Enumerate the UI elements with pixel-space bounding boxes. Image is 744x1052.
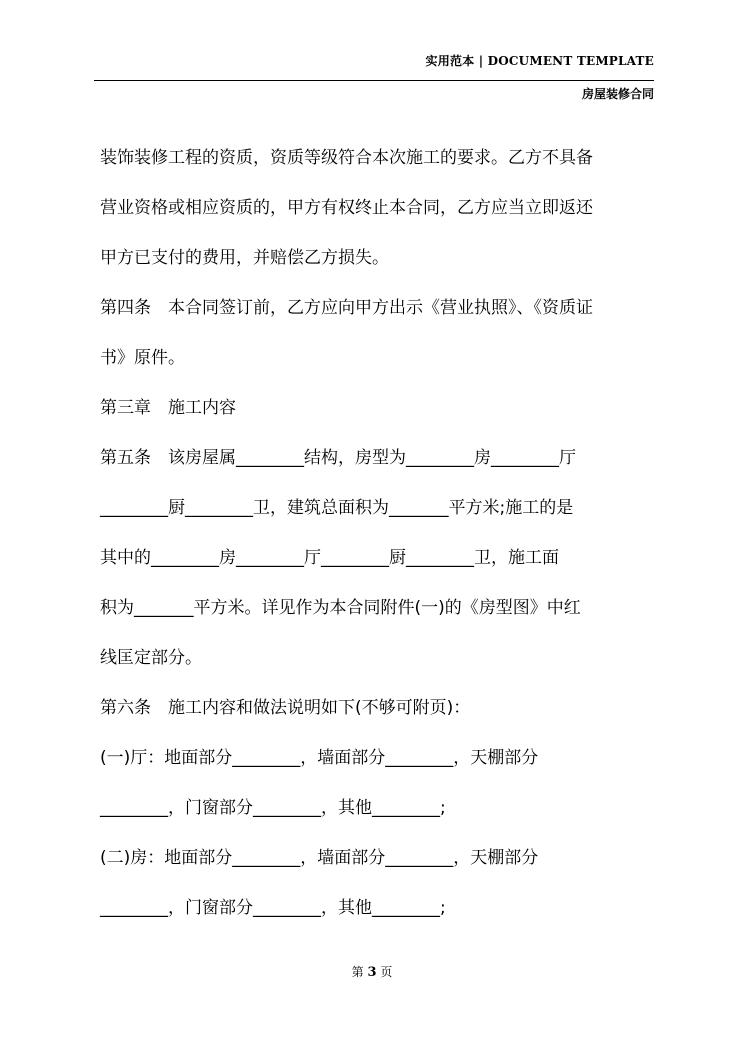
chapter-heading: 第三章 施工内容 — [100, 398, 236, 418]
body-line: 装饰装修工程的资质，资质等级符合本次施工的要求。乙方不具备 — [100, 148, 593, 168]
contract-body — [100, 133, 660, 933]
body-line: 第四条 本合同签订前，乙方应向甲方出示《营业执照》、《资质证 — [100, 298, 593, 318]
body-line: 甲方已支付的费用，并赔偿乙方损失。 — [100, 248, 389, 268]
page-footer — [0, 964, 744, 981]
body-line: ________，门窗部分________，其他________; — [100, 898, 446, 918]
body-line: 线匡定部分。 — [100, 648, 202, 668]
body-line: (二)房：地面部分________，墙面部分________，天棚部分 — [100, 848, 539, 868]
body-line: 营业资格或相应资质的，甲方有权终止本合同，乙方应当立即返还 — [100, 198, 593, 218]
body-line: ________，门窗部分________，其他________; — [100, 798, 446, 818]
body-line: 第六条 施工内容和做法说明如下(不够可附页)： — [100, 698, 471, 718]
page-header — [94, 52, 654, 102]
page-prefix: 第 — [351, 965, 364, 979]
header-divider — [94, 80, 654, 81]
page-suffix: 页 — [380, 965, 393, 979]
header-subtitle: 房屋装修合同 — [581, 87, 654, 101]
body-line: ________厨________卫，建筑总面积为_______平方米;施工的是 — [100, 498, 574, 518]
body-line: (一)厅：地面部分________，墙面部分________，天棚部分 — [100, 748, 539, 768]
body-line: 其中的________房________厅________厨________卫，施工面 — [100, 548, 559, 568]
body-line: 积为_______平方米。详见作为本合同附件(一)的《房型图》中红 — [100, 598, 581, 618]
body-line: 书》原件。 — [100, 348, 185, 368]
page-number: 3 — [367, 965, 377, 980]
body-line: 第五条 该房屋属________结构，房型为________房________厅 — [100, 448, 576, 468]
header-title: 实用范本 | DOCUMENT TEMPLATE — [425, 54, 654, 68]
